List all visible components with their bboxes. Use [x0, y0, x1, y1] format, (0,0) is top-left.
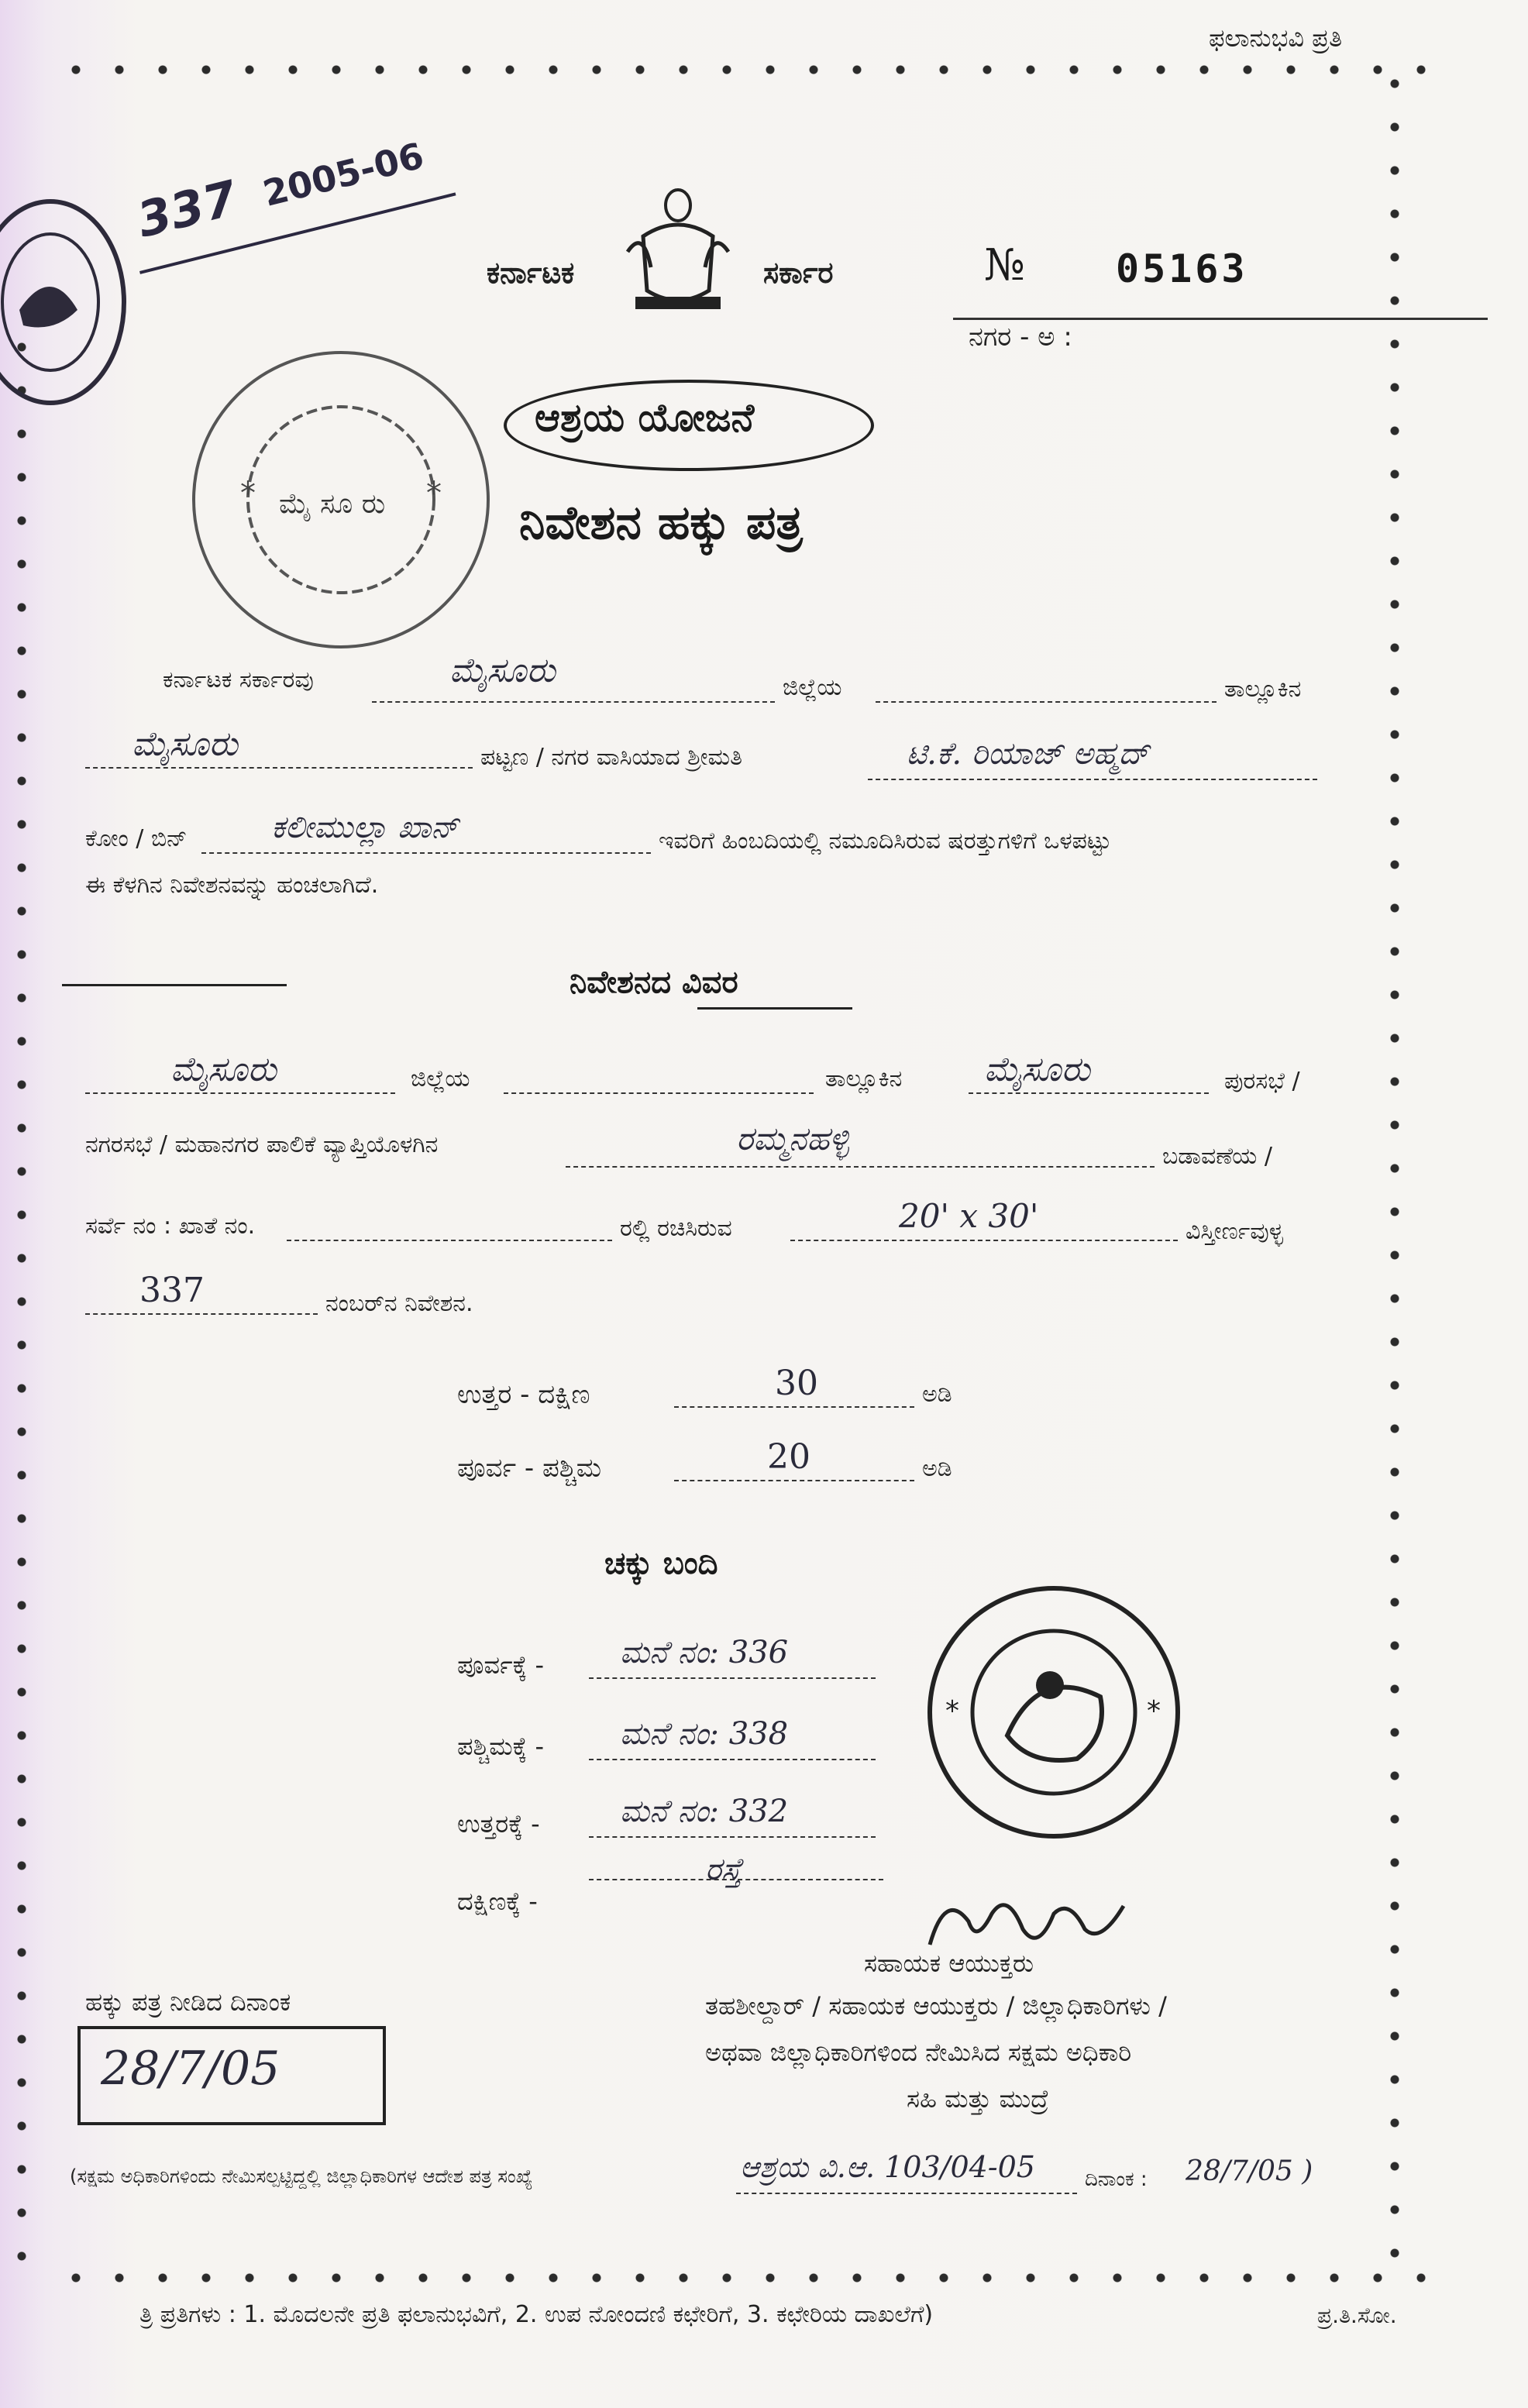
details-l2-b: ಬಡಾವಣೆಯ /: [1162, 1143, 1272, 1170]
svg-text:*: *: [240, 476, 256, 511]
details-size-fill: 20' x 30': [899, 1197, 1039, 1235]
border-right: [1379, 62, 1410, 2286]
header-rule: [953, 318, 1488, 320]
svg-text:*: *: [945, 1695, 959, 1727]
details-l1-line2: [504, 1092, 814, 1094]
boundary-west-value: ಮನೆ ನಂ: 338: [620, 1716, 789, 1752]
details-l3-b: ರಲ್ಲಿ ರಚಿಸಿರುವ: [620, 1215, 732, 1242]
details-l3-line2: [790, 1240, 1178, 1241]
svg-text:*: *: [426, 476, 442, 511]
details-l4: ನಂಬರ್‌ನ ನಿವೇಶನ.: [325, 1290, 473, 1317]
section-rule-left: [62, 984, 287, 986]
details-taluk-label: ತಾಲ್ಲೂಕಿನ: [825, 1065, 903, 1092]
section-title: ನಿವೇಶನದ ವಿವರ: [570, 965, 738, 1000]
issue-date-label: ಹಕ್ಕು ಪತ್ರ ನೀಡಿದ ದಿನಾಂಕ: [85, 1987, 291, 2017]
boundary-west-label: ಪಶ್ಚಿಮಕ್ಕೆ -: [457, 1732, 545, 1761]
state-emblem-icon: [620, 182, 736, 318]
signature-line2: ಅಥವಾ ಜಿಲ್ಲಾಧಿಕಾರಿಗಳಿಂದ ನೇಮಿಸಿದ ಸಕ್ಷಮ ಅಧಿಕಾರಿ: [705, 2038, 1132, 2067]
details-taluk-fill: ಮೈಸೂರು: [984, 1050, 1090, 1089]
mid-stamp-center: ಮೈ ಸೂ ರು: [279, 488, 386, 520]
dim-ns-label: ಉತ್ತರ - ದಕ್ಷಿಣ: [457, 1379, 590, 1410]
scheme-title: ಆಶ್ರಯ ಯೋಜನೆ: [535, 395, 755, 440]
details-district-fill: ಮೈಸೂರು: [170, 1050, 277, 1089]
para1-district-fill: ಮೈಸೂರು: [449, 651, 556, 690]
dim-ew-unit: ಅಡಿ: [922, 1455, 952, 1482]
signature-line3: ಸಹಿ ಮತ್ತು ಮುದ್ರೆ: [907, 2084, 1049, 2114]
border-top: [54, 54, 1433, 85]
para1-town-fill: ಮೈಸೂರು: [132, 724, 238, 764]
boundary-west-line: [589, 1759, 876, 1760]
para1-l3-line: [201, 852, 651, 854]
left-seal-stamp: [0, 194, 139, 418]
section-rule-under: [697, 1007, 852, 1010]
boundary-north-label: ಉತ್ತರಕ್ಕೆ -: [457, 1809, 540, 1839]
details-l4-line: [85, 1313, 318, 1315]
para1-l1-b: ಜಿಲ್ಲೆಯ: [783, 674, 842, 701]
para1-name-fill: ಟಿ.ಕೆ. ರಿಯಾಜ್ ಅಹ್ಮದ್: [907, 736, 1149, 772]
para1-l1-a: ಕರ್ನಾಟಕ ಸರ್ಕಾರವು: [163, 666, 314, 693]
footer-date-fill: 28/7/05 ): [1186, 2155, 1313, 2187]
para1-l2-line2: [868, 779, 1317, 780]
dim-ns-unit: ಅಡಿ: [922, 1381, 952, 1408]
para1-l4: ಈ ಕೆಳಗಿನ ನಿವೇಶನವನ್ನು ಹಂಚಲಾಗಿದೆ.: [85, 872, 379, 899]
border-bottom: [54, 2262, 1433, 2293]
svg-text:*: *: [1147, 1695, 1161, 1727]
issue-date-value: 28/7/05: [101, 2042, 280, 2096]
copy-label: ಫಲಾನುಭವಿ ಪ್ರತಿ: [1209, 23, 1343, 53]
dim-ew-label: ಪೂರ್ವ - ಪಶ್ಚಿಮ: [457, 1453, 602, 1484]
details-l3-a: ಸರ್ವೆ ನಂ : ಖಾತೆ ನಂ.: [85, 1213, 256, 1240]
header-karnataka: ಕರ್ನಾಟಕ: [487, 256, 575, 290]
footer-order-fill: ಆಶ್ರಯ ವಿ.ಆ. 103/04-05: [740, 2150, 1035, 2184]
document-title: ನಿವೇಶನ ಹಕ್ಕು ಪತ್ರ: [519, 496, 803, 550]
footer-order-line: [736, 2193, 1077, 2194]
certificate-number-label: №: [984, 240, 1025, 291]
details-l3-line1: [287, 1240, 612, 1241]
series-label: ನಗರ - ಅ :: [969, 322, 1072, 353]
boundary-north-value: ಮನೆ ನಂ: 332: [620, 1794, 789, 1829]
signature-title: ಸಹಾಯಕ ಆಯುಕ್ತರು: [864, 1949, 1034, 1978]
left-stamp-number: 337: [132, 169, 243, 249]
boundary-east-label: ಪೂರ್ವಕ್ಕೆ -: [457, 1650, 545, 1680]
dim-ew-line: [674, 1480, 914, 1481]
left-stamp-year: 2005-06: [259, 134, 428, 215]
details-l1-line3: [969, 1092, 1209, 1094]
footer-right-code: ಪ್ರ.ತಿ.ಸೋ.: [1317, 2303, 1397, 2328]
dim-ns-value: 30: [775, 1364, 818, 1403]
para1-l2-a: ಪಟ್ಟಣ / ನಗರ ವಾಸಿಯಾದ ಶ್ರೀಮತಿ: [480, 744, 742, 771]
footer-date-label: ದಿನಾಂಕ :: [1085, 2168, 1148, 2191]
details-l1-line1: [85, 1092, 395, 1094]
para1-l1-c: ತಾಲ್ಲೂಕಿನ: [1224, 676, 1302, 703]
boundary-south-label: ದಕ್ಷಿಣಕ್ಕೆ -: [457, 1887, 538, 1916]
right-seal-stamp: [922, 1581, 1186, 1844]
para1-l3-b: ಇವರಿಗೆ ಹಿಂಬದಿಯಲ್ಲಿ ನಮೂದಿಸಿರುವ ಷರತ್ತುಗಳಿಗೆ ಒಳಪಟ್ಟು: [659, 827, 1112, 855]
para1-l3-a: ಕೋಂ / ಬಿನ್: [85, 825, 188, 852]
boundary-north-line: [589, 1836, 876, 1838]
para1-l1-line: [372, 701, 775, 703]
boundary-east-line: [589, 1677, 876, 1679]
details-l2-a: ನಗರಸಭೆ / ಮಹಾನಗರ ಪಾಲಿಕೆ ವ್ಯಾಪ್ತಿಯೊಳಗಿನ: [85, 1131, 439, 1158]
footer-order-text: (ಸಕ್ಷಮ ಅಧಿಕಾರಿಗಳಿಂದು ನೇಮಿಸಲ್ಪಟ್ಟಿದ್ದಲ್ಲಿ ಜಿಲ್ಲಾಧಿಕಾರಿಗಳ ಆದೇಶ ಪತ್ರ ಸಂಖ್ಯೆ: [70, 2165, 533, 2187]
border-left: [6, 325, 37, 2270]
details-district-label: ಜಿಲ್ಲೆಯ: [411, 1065, 470, 1092]
details-area-fill: ರಮ್ಮನಹಳ್ಳಿ: [736, 1120, 849, 1158]
signature-line1: ತಹಶೀಲ್ದಾರ್ / ಸಹಾಯಕ ಆಯುಕ್ತರು / ಜಿಲ್ಲಾಧಿಕಾರಿಗಳು /: [705, 1991, 1167, 2021]
para1-l2-line: [85, 767, 473, 769]
details-l2-line: [566, 1166, 1155, 1168]
details-site-no-fill: 337: [139, 1271, 205, 1310]
details-l3-c: ವಿಸ್ತೀರ್ಣವುಳ್ಳ: [1186, 1218, 1283, 1245]
copies-note: ತ್ರಿ ಪ್ರತಿಗಳು : 1. ಮೊದಲನೇ ಪ್ರತಿ ಫಲಾನುಭವಿಗೆ, 2. ಉಪ ನೋಂದಣಿ ಕಛೇರಿಗೆ, 3. ಕಛೇರಿಯ ದಾಖಲೆಗೆ): [139, 2301, 934, 2328]
details-town-label: ಪುರಸಭೆ /: [1224, 1068, 1300, 1095]
dim-ew-value: 20: [767, 1437, 810, 1477]
certificate-number: 05163: [1116, 246, 1248, 291]
boundaries-title: ಚಕ್ಕು ಬಂದಿ: [604, 1546, 718, 1581]
dim-ns-line: [674, 1406, 914, 1408]
header-sarkara: ಸರ್ಕಾರ: [763, 256, 834, 290]
para1-father-fill: ಕಲೀಮುಲ್ಲಾ ಖಾನ್: [271, 810, 459, 845]
para1-l1-line2: [876, 701, 1217, 703]
boundary-south-value: ರಸ್ತೆ: [705, 1852, 742, 1887]
boundary-east-value: ಮನೆ ನಂ: 336: [620, 1635, 789, 1670]
